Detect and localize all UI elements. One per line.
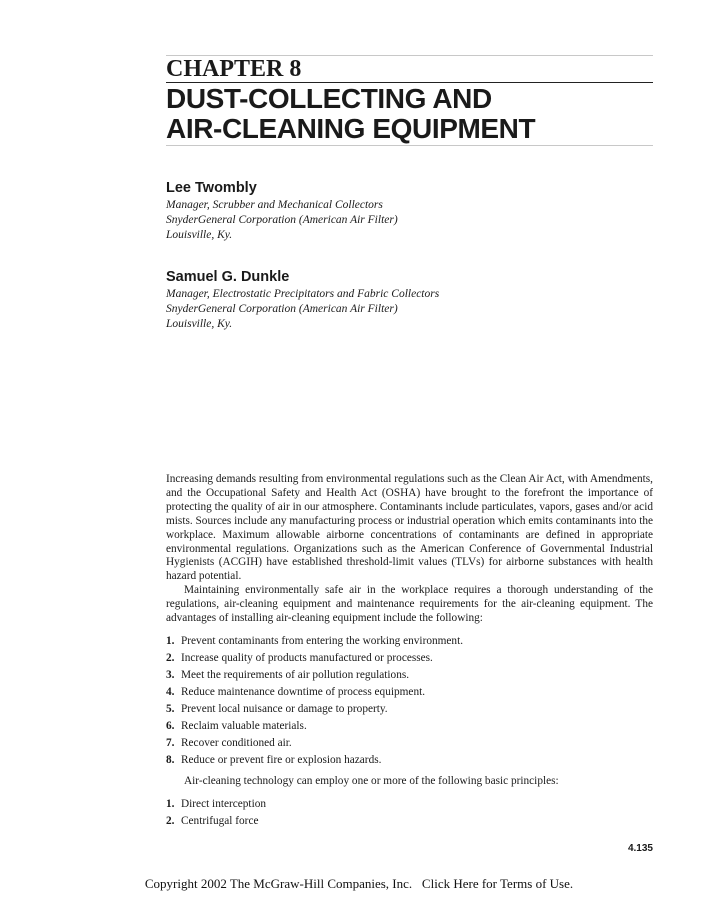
- advantages-list: [166, 633, 653, 769]
- author-title: Manager, Scrubber and Mechanical Collectors: [166, 199, 383, 211]
- body-text: [166, 473, 653, 836]
- chapter-title-line: AIR-CLEANING EQUIPMENT: [166, 113, 536, 144]
- chapter-label: CHAPTER 8: [166, 56, 302, 82]
- list-item: 5. Prevent local nuisance or damage to property.: [166, 702, 388, 715]
- terms-of-use-link[interactable]: Click Here for Terms of Use.: [421, 876, 574, 891]
- author-block: [166, 268, 653, 332]
- principles-paragraph: Air-cleaning technology can employ one or more of the following basic principles:: [184, 774, 559, 787]
- maintenance-paragraph: Maintaining environmentally safe air in the workplace requires a thorough understanding of the regulations, air-cleaning equipment and maintenance requirements for the air-cleaning equipment. The advantages of installing air-cleaning equipment include the following:: [166, 584, 653, 625]
- list-item: 2. Centrifugal force: [166, 814, 259, 827]
- list-item: 4. Reduce maintenance downtime of process equipment.: [166, 685, 426, 698]
- list-item: 6. Reclaim valuable materials.: [166, 719, 307, 732]
- chapter-title-line: DUST-COLLECTING AND: [166, 83, 492, 114]
- title-divider: [166, 145, 653, 146]
- copyright-text: Copyright 2002 The McGraw-Hill Companies, Inc.: [144, 876, 413, 891]
- author-location: Louisville, Ky.: [166, 318, 233, 330]
- principles-list: [166, 796, 653, 830]
- author-affiliation: SnyderGeneral Corporation (American Air Filter): [166, 303, 398, 315]
- author-name: Lee Twombly: [166, 180, 257, 196]
- chapter-title: [166, 84, 653, 144]
- list-item: 2. Increase quality of products manufactured or processes.: [166, 651, 433, 664]
- list-item: 7. Recover conditioned air.: [166, 736, 292, 749]
- author-title: Manager, Electrostatic Precipitators and Fabric Collectors: [166, 288, 440, 300]
- intro-paragraph: Increasing demands resulting from environmental regulations such as the Clean Air Act, with Amendments, and the Occupational Safety and Health Act (OSHA) have brought to the forefront the importance of protecting the quality of air in our atmosphere. Contaminants include particulates, vapors, gases and/or acid mists. Sources include any manufacturing process or industrial operation which emits contaminants into the workplace. Maximum allowable airborne concentrations of contaminants are defined in appropriate environmental regulations. Organizations such as the American Conference of Governmental Industrial Hygienists (ACGIH) have established threshold-limit values (TLVs) for airborne substances with health hazard potential.: [166, 473, 653, 583]
- author-block: [166, 179, 653, 243]
- copyright-footer: [0, 876, 718, 892]
- list-item: 1. Prevent contaminants from entering the working environment.: [166, 634, 464, 647]
- author-affiliation: SnyderGeneral Corporation (American Air Filter): [166, 214, 398, 226]
- list-item: 1. Direct interception: [166, 797, 267, 810]
- list-item: 8. Reduce or prevent fire or explosion hazards.: [166, 753, 382, 766]
- list-item: 3. Meet the requirements of air pollution regulations.: [166, 668, 410, 681]
- author-name: Samuel G. Dunkle: [166, 269, 290, 285]
- author-location: Louisville, Ky.: [166, 229, 233, 241]
- page-number: 4.135: [627, 843, 653, 854]
